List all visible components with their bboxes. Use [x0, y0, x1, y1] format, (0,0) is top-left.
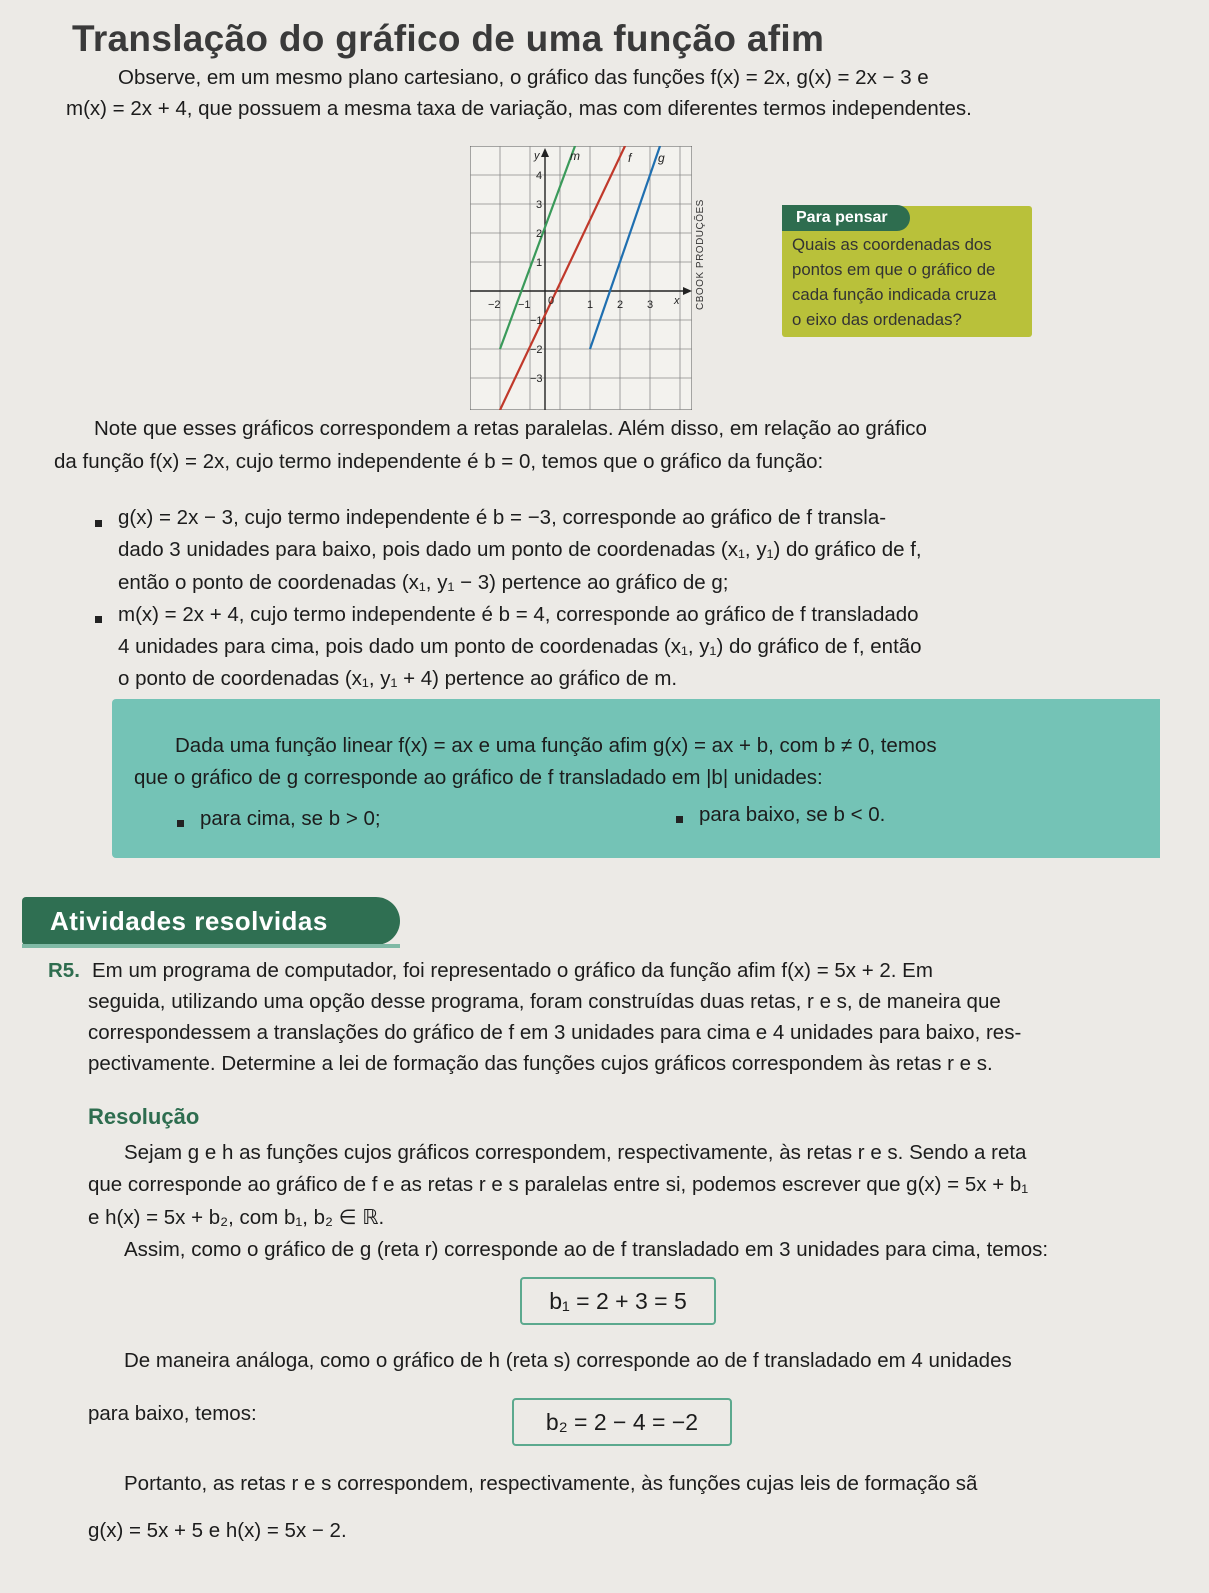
- atividades-resolvidas-banner: Atividades resolvidas: [22, 897, 400, 945]
- bullet-g-line-1: g(x) = 2x − 3, cujo termo independente é b = −3, corresponde ao gráfico de f transla-: [118, 506, 887, 529]
- x-tick-label: −1: [518, 299, 531, 311]
- resolution-heading: Resolução: [88, 1104, 200, 1129]
- bullet-marker: [95, 520, 102, 527]
- callout-line: Quais as coordenadas dos: [792, 235, 992, 254]
- y-tick-label: 1: [536, 257, 543, 269]
- callout-line: cada função indicada cruza: [792, 285, 997, 304]
- line-label-g: g: [658, 151, 665, 165]
- bullet-m-line-2: 4 unidades para cima, pois dado um ponto de coordenadas (x₁, y₁) do gráfico de f, então: [118, 635, 922, 658]
- x-tick-label: 3: [647, 299, 654, 311]
- y-tick-label: 4: [536, 170, 543, 182]
- r5-line-3: correspondessem a translações do gráfico de f em 3 unidades para cima e 4 unidades para baixo, res-: [88, 1021, 1022, 1044]
- r5-line-4: pectivamente. Determine a lei de formação das funções cujos gráficos correspondem às retas r e s.: [88, 1052, 993, 1075]
- y-tick-label: 2: [536, 228, 543, 240]
- callout-line: o eixo das ordenadas?: [792, 310, 962, 329]
- resolution-line-6: para baixo, temos:: [88, 1402, 257, 1425]
- bullet-g-line-2: dado 3 unidades para baixo, pois dado um ponto de coordenadas (x₁, y₁) do gráfico de f,: [118, 538, 922, 561]
- bullet-m-line-1: m(x) = 2x + 4, cujo termo independente é b = 4, corresponde ao gráfico de f transladado: [118, 603, 919, 626]
- banner-underline: [22, 944, 400, 948]
- bullet-m-line-3: o ponto de coordenadas (x₁, y₁ + 4) pertence ao gráfico de m.: [118, 667, 678, 690]
- y-tick-label: 3: [536, 199, 543, 211]
- x-tick-label: 1: [587, 299, 594, 311]
- definition-down: para baixo, se b < 0.: [699, 803, 886, 826]
- line-label-f: f: [628, 151, 632, 165]
- intro-line-2: m(x) = 2x + 4, que possuem a mesma taxa de variação, mas com diferentes termos independentes.: [66, 97, 972, 120]
- bullet-marker: [177, 820, 184, 827]
- page-title: Translação do gráfico de uma função afim: [72, 18, 825, 59]
- definition-line-1: Dada uma função linear f(x) = ax e uma função afim g(x) = ax + b, com b ≠ 0, temos: [175, 734, 937, 757]
- para-pensar-tag: Para pensar: [782, 205, 910, 231]
- image-credit: CBOOK PRODUÇÕES: [695, 199, 706, 310]
- resolution-line-2: que corresponde ao gráfico de f e as retas r e s paralelas entre si, podemos escrever que g(x) = 5x + b₁: [88, 1173, 1029, 1196]
- r5-line-2: seguida, utilizando uma opção desse programa, foram construídas duas retas, r e s, de maneira que: [88, 990, 1001, 1013]
- resolution-line-7: Portanto, as retas r e s correspondem, respectivamente, às funções cujas leis de formação sã: [124, 1472, 978, 1495]
- x-axis-label: x: [674, 295, 680, 307]
- y-axis-label: y: [534, 150, 540, 162]
- y-tick-label: −1: [530, 315, 543, 327]
- equation-b1: b₁ = 2 + 3 = 5: [520, 1277, 716, 1325]
- definition-line-2: que o gráfico de g corresponde ao gráfico de f transladado em |b| unidades:: [134, 766, 823, 789]
- y-tick-label: −3: [530, 373, 543, 385]
- resolution-line-8: g(x) = 5x + 5 e h(x) = 5x − 2.: [88, 1519, 347, 1542]
- x-tick-label: 2: [617, 299, 624, 311]
- resolution-line-3: e h(x) = 5x + b₂, com b₁, b₂ ∈ ℝ.: [88, 1206, 385, 1229]
- bullet-marker: [95, 616, 102, 623]
- line-label-m: m: [570, 149, 580, 163]
- r5-label: R5.: [48, 959, 80, 982]
- resolution-line-1: Sejam g e h as funções cujos gráficos correspondem, respectivamente, às retas r e s. Sendo a reta: [124, 1141, 1027, 1164]
- resolution-line-5: De maneira análoga, como o gráfico de h (reta s) corresponde ao de f transladado em 4 unidades: [124, 1349, 1012, 1372]
- resolution-line-4: Assim, como o gráfico de g (reta r) corresponde ao de f transladado em 3 unidades para cima, temos:: [124, 1238, 1049, 1261]
- callout-line: pontos em que o gráfico de: [792, 260, 996, 279]
- graph-frame: [470, 146, 692, 410]
- equation-b2: b₂ = 2 − 4 = −2: [512, 1398, 732, 1446]
- intro-line-1: Observe, em um mesmo plano cartesiano, o gráfico das funções f(x) = 2x, g(x) = 2x − 3 e: [118, 66, 929, 89]
- note-line-2: da função f(x) = 2x, cujo termo independente é b = 0, temos que o gráfico da função:: [54, 450, 824, 473]
- definition-up: para cima, se b > 0;: [200, 807, 381, 830]
- x-tick-label: 0: [548, 295, 555, 307]
- cartesian-graph: [470, 146, 692, 410]
- bullet-g-line-3: então o ponto de coordenadas (x₁, y₁ − 3) pertence ao gráfico de g;: [118, 571, 729, 594]
- y-tick-label: −2: [530, 344, 543, 356]
- x-tick-label: −2: [488, 299, 501, 311]
- note-line-1: Note que esses gráficos correspondem a retas paralelas. Além disso, em relação ao gráfico: [94, 417, 927, 440]
- bullet-marker: [676, 816, 683, 823]
- r5-line-1: Em um programa de computador, foi representado o gráfico da função afim f(x) = 5x + 2. Em: [92, 959, 933, 982]
